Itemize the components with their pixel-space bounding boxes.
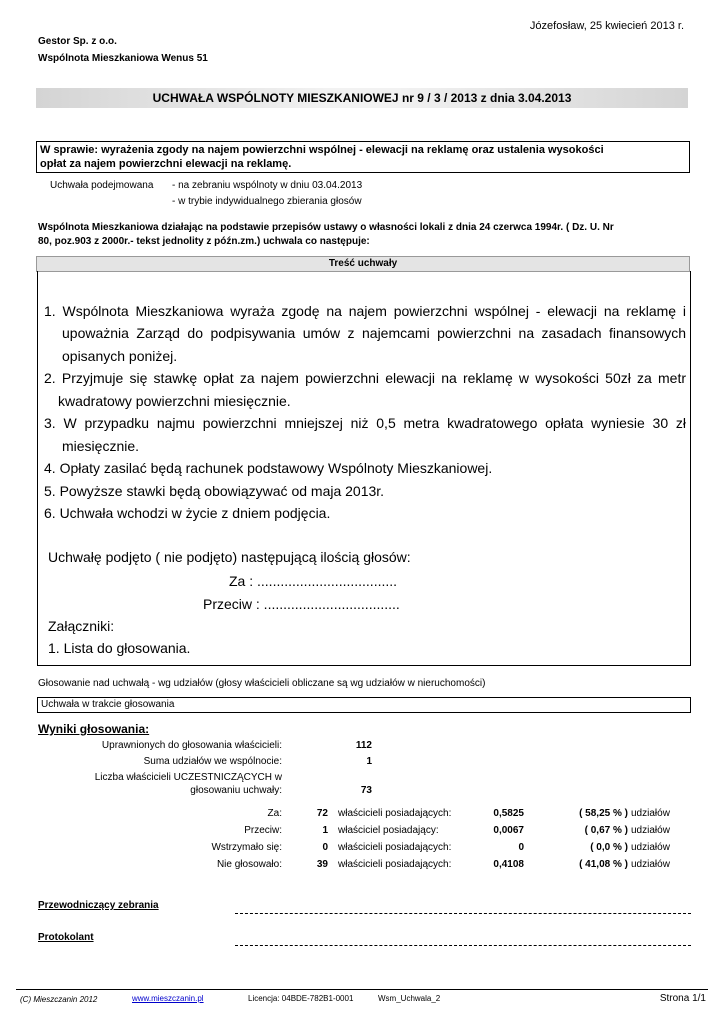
result-share: 0 [518, 842, 524, 853]
voting-method: Głosowanie nad uchwałą - wg udziałów (głosy właścicieli obliczane są wg udziałów w nieruchomości) [38, 678, 486, 689]
result-share: 0,4108 [493, 859, 524, 870]
result-count: 39 [316, 859, 328, 870]
results-title: Wyniki głosowania: [38, 722, 150, 736]
result-share: 0,5825 [493, 808, 524, 819]
result-owners: właścicieli posiadających: [338, 842, 452, 853]
total-shares-value: 1 [366, 756, 372, 767]
point-1-line-2: upoważnia Zarząd do podpisywania umów z najemcami powierzchni na zasadach finansowych [62, 325, 686, 341]
community-name: Wspólnota Mieszkaniowa Wenus 51 [38, 53, 208, 64]
result-label: Przeciw: [244, 825, 282, 836]
result-count: 1 [322, 825, 328, 836]
eligible-owners-label: Uprawnionych do głosowania właścicieli: [101, 740, 282, 751]
result-percent: ( 58,25 % ) [579, 808, 628, 819]
chair-label: Przewodniczący zebrania [38, 900, 159, 911]
adoption-label: Uchwała podejmowana [50, 180, 154, 191]
result-share: 0,0067 [493, 825, 524, 836]
point-6: 6. Uchwała wchodzi w życie z dniem podjęcia. [44, 505, 331, 521]
result-unit: udziałów [631, 825, 670, 836]
vote-for-line: Za : .................................... [229, 573, 398, 589]
result-percent: ( 0,0 % ) [590, 842, 628, 853]
result-label: Nie głosowało: [216, 859, 282, 870]
footer-doc-id: Wsm_Uchwala_2 [378, 994, 441, 1003]
point-5: 5. Powyższe stawki będą obowiązywać od maja 2013r. [44, 483, 385, 499]
point-1-line-1: 1. Wspólnota Mieszkaniowa wyraża zgodę na najem powierzchni wspólnej - elewacji na reklamę i [44, 303, 686, 319]
point-4: 4. Opłaty zasilać będą rachunek podstawowy Wspólnoty Mieszkaniowej. [44, 460, 493, 476]
footer-copyright: (C) Mieszczanin 2012 [20, 995, 98, 1004]
manager-name: Gestor Sp. z o.o. [38, 36, 117, 47]
result-label: Wstrzymało się: [211, 842, 282, 853]
document-date: Józefosław, 25 kwiecień 2013 r. [529, 20, 684, 32]
adoption-meeting: - na zebraniu wspólnoty w dniu 03.04.2013 [172, 180, 363, 191]
eligible-owners-value: 112 [355, 740, 372, 751]
footer-rule [16, 989, 708, 990]
result-unit: udziałów [631, 842, 670, 853]
subject-line-2: opłat za najem powierzchni elewacji na reklamę. [40, 158, 292, 170]
resolution-content [37, 271, 691, 666]
footer-page-number: Strona 1/1 [659, 993, 706, 1004]
result-count: 0 [322, 842, 328, 853]
result-unit: udziałów [631, 808, 670, 819]
footer-license: Licencja: 04BDE-782B1-0001 [248, 994, 354, 1003]
participants-value: 73 [360, 785, 372, 796]
result-unit: udziałów [631, 859, 670, 870]
vote-against-line: Przeciw : ................................... [203, 596, 400, 612]
adoption-individual: - w trybie indywidualnego zbierania głosów [172, 196, 362, 207]
resolution-title: UCHWAŁA WSPÓLNOTY MIESZKANIOWEJ nr 9 / 3 / 2013 z dnia 3.04.2013 [36, 88, 688, 108]
subject-box [36, 141, 690, 173]
result-owners: właścicieli posiadających: [338, 859, 452, 870]
total-shares-label: Suma udziałów we wspólnocie: [143, 756, 282, 767]
point-1-line-3: opisanych poniżej. [62, 348, 178, 364]
legal-basis [38, 221, 686, 249]
point-3-line-1: 3. W przypadku najmu powierzchni mniejszej niż 0,5 metra kwadratowego opłata wyniesie 30 zł [44, 415, 686, 431]
result-owners: właściciel posiadający: [338, 825, 439, 836]
participants-label-line-2: głosowaniu uchwały: [190, 785, 282, 796]
chair-signature-line [235, 913, 691, 914]
vote-intro: Uchwałę podjęto ( nie podjęto) następującą ilością głosów: [48, 549, 411, 565]
attachment-1: 1. Lista do głosowania. [48, 640, 191, 656]
footer-website-link[interactable]: www.mieszczanin.pl [132, 994, 204, 1003]
participants-label-line-1: Liczba właścicieli UCZESTNICZĄCYCH w [94, 772, 282, 783]
point-3-line-2: miesięcznie. [62, 438, 140, 454]
point-2-line-2: kwadratowy powierzchni miesięcznie. [58, 393, 291, 409]
legal-basis-line-1: Wspólnota Mieszkaniowa działając na podstawie przepisów ustawy o własności lokali z dnia 24 czerwca 1994r. ( Dz. U. Nr [38, 222, 614, 233]
recorder-signature-line [235, 945, 691, 946]
content-header: Treść uchwały [36, 256, 690, 272]
voting-status: Uchwała w trakcie głosowania [37, 697, 691, 713]
result-label: Za: [267, 808, 282, 819]
recorder-label: Protokolant [38, 932, 94, 943]
result-owners: właścicieli posiadających: [338, 808, 452, 819]
result-count: 72 [316, 808, 328, 819]
result-percent: ( 0,67 % ) [584, 825, 628, 836]
legal-basis-line-2: 80, poz.903 z 2000r.- tekst jednolity z późn.zm.) uchwala co następuje: [38, 236, 370, 247]
subject-line-1: W sprawie: wyrażenia zgody na najem powierzchni wspólnej - elewacji na reklamę oraz ustalenia wysokości [40, 144, 604, 156]
point-2-line-1: 2. Przyjmuje się stawkę opłat za najem powierzchni elewacji na reklamę w wysokości 50zł za metr [44, 370, 686, 386]
attachments-label: Załączniki: [48, 618, 115, 634]
result-percent: ( 41,08 % ) [579, 859, 628, 870]
